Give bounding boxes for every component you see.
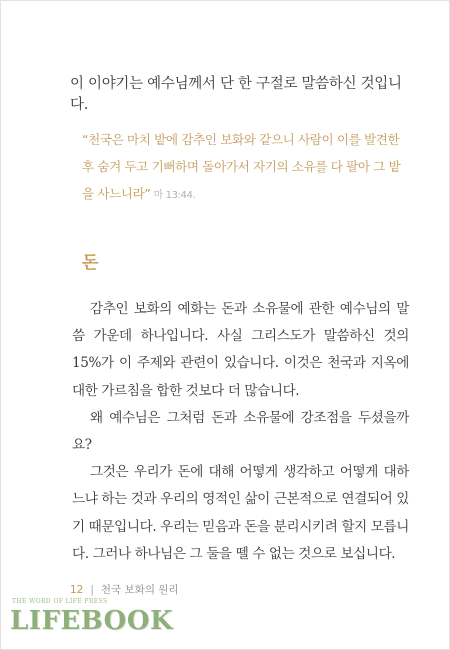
section-title: 돈 [82,253,99,273]
intro-sentence: 이 이야기는 예수님께서 단 한 구절로 말씀하신 것입니다. [70,76,402,113]
logo-tagline: THE WORD OF LIFE PRESS [12,598,108,605]
publisher-logo [8,598,174,644]
quote-reference: 마 13:44. [153,190,196,201]
scripture-quote [82,126,412,209]
body-paragraph: 왜 예수님은 그처럼 돈과 소유물에 강조점을 두셨을까요? [72,409,409,454]
page-number: 12 [70,584,84,596]
body-text [72,296,409,568]
logo-wordmark: LIFEBOOK [10,606,174,636]
page-footer [70,582,179,597]
body-paragraph: 감추인 보화의 예화는 돈과 소유물에 관한 예수님의 말씀 가운데 하나입니다. 사실 그리스도가 말씀하신 것의 15%가 이 주제와 관련이 있습니다. 이것은 천국과 지옥에 대한 가르침을 합한 것보다 더 많습니다. [72,301,409,399]
quote-text: “천국은 마치 밭에 감추인 보화와 같으니 사람이 이를 발견한 후 숨겨 두고 기뻐하며 돌아가서 자기의 소유를 다 팔아 그 밭을 사느니라” [82,132,401,201]
body-paragraph: 그것은 우리가 돈에 대해 어떻게 생각하고 어떻게 대하느냐 하는 것과 우리의 영적인 삶이 근본적으로 연결되어 있기 때문입니다. 우리는 믿음과 돈을 분리시키려 할지 모릅니다. 그러나 하나님은 그 둘을 뗄 수 없는 것으로 보십니다. [72,464,409,562]
footer-separator: | [90,584,94,596]
book-title: 천국 보화의 원리 [100,584,179,596]
